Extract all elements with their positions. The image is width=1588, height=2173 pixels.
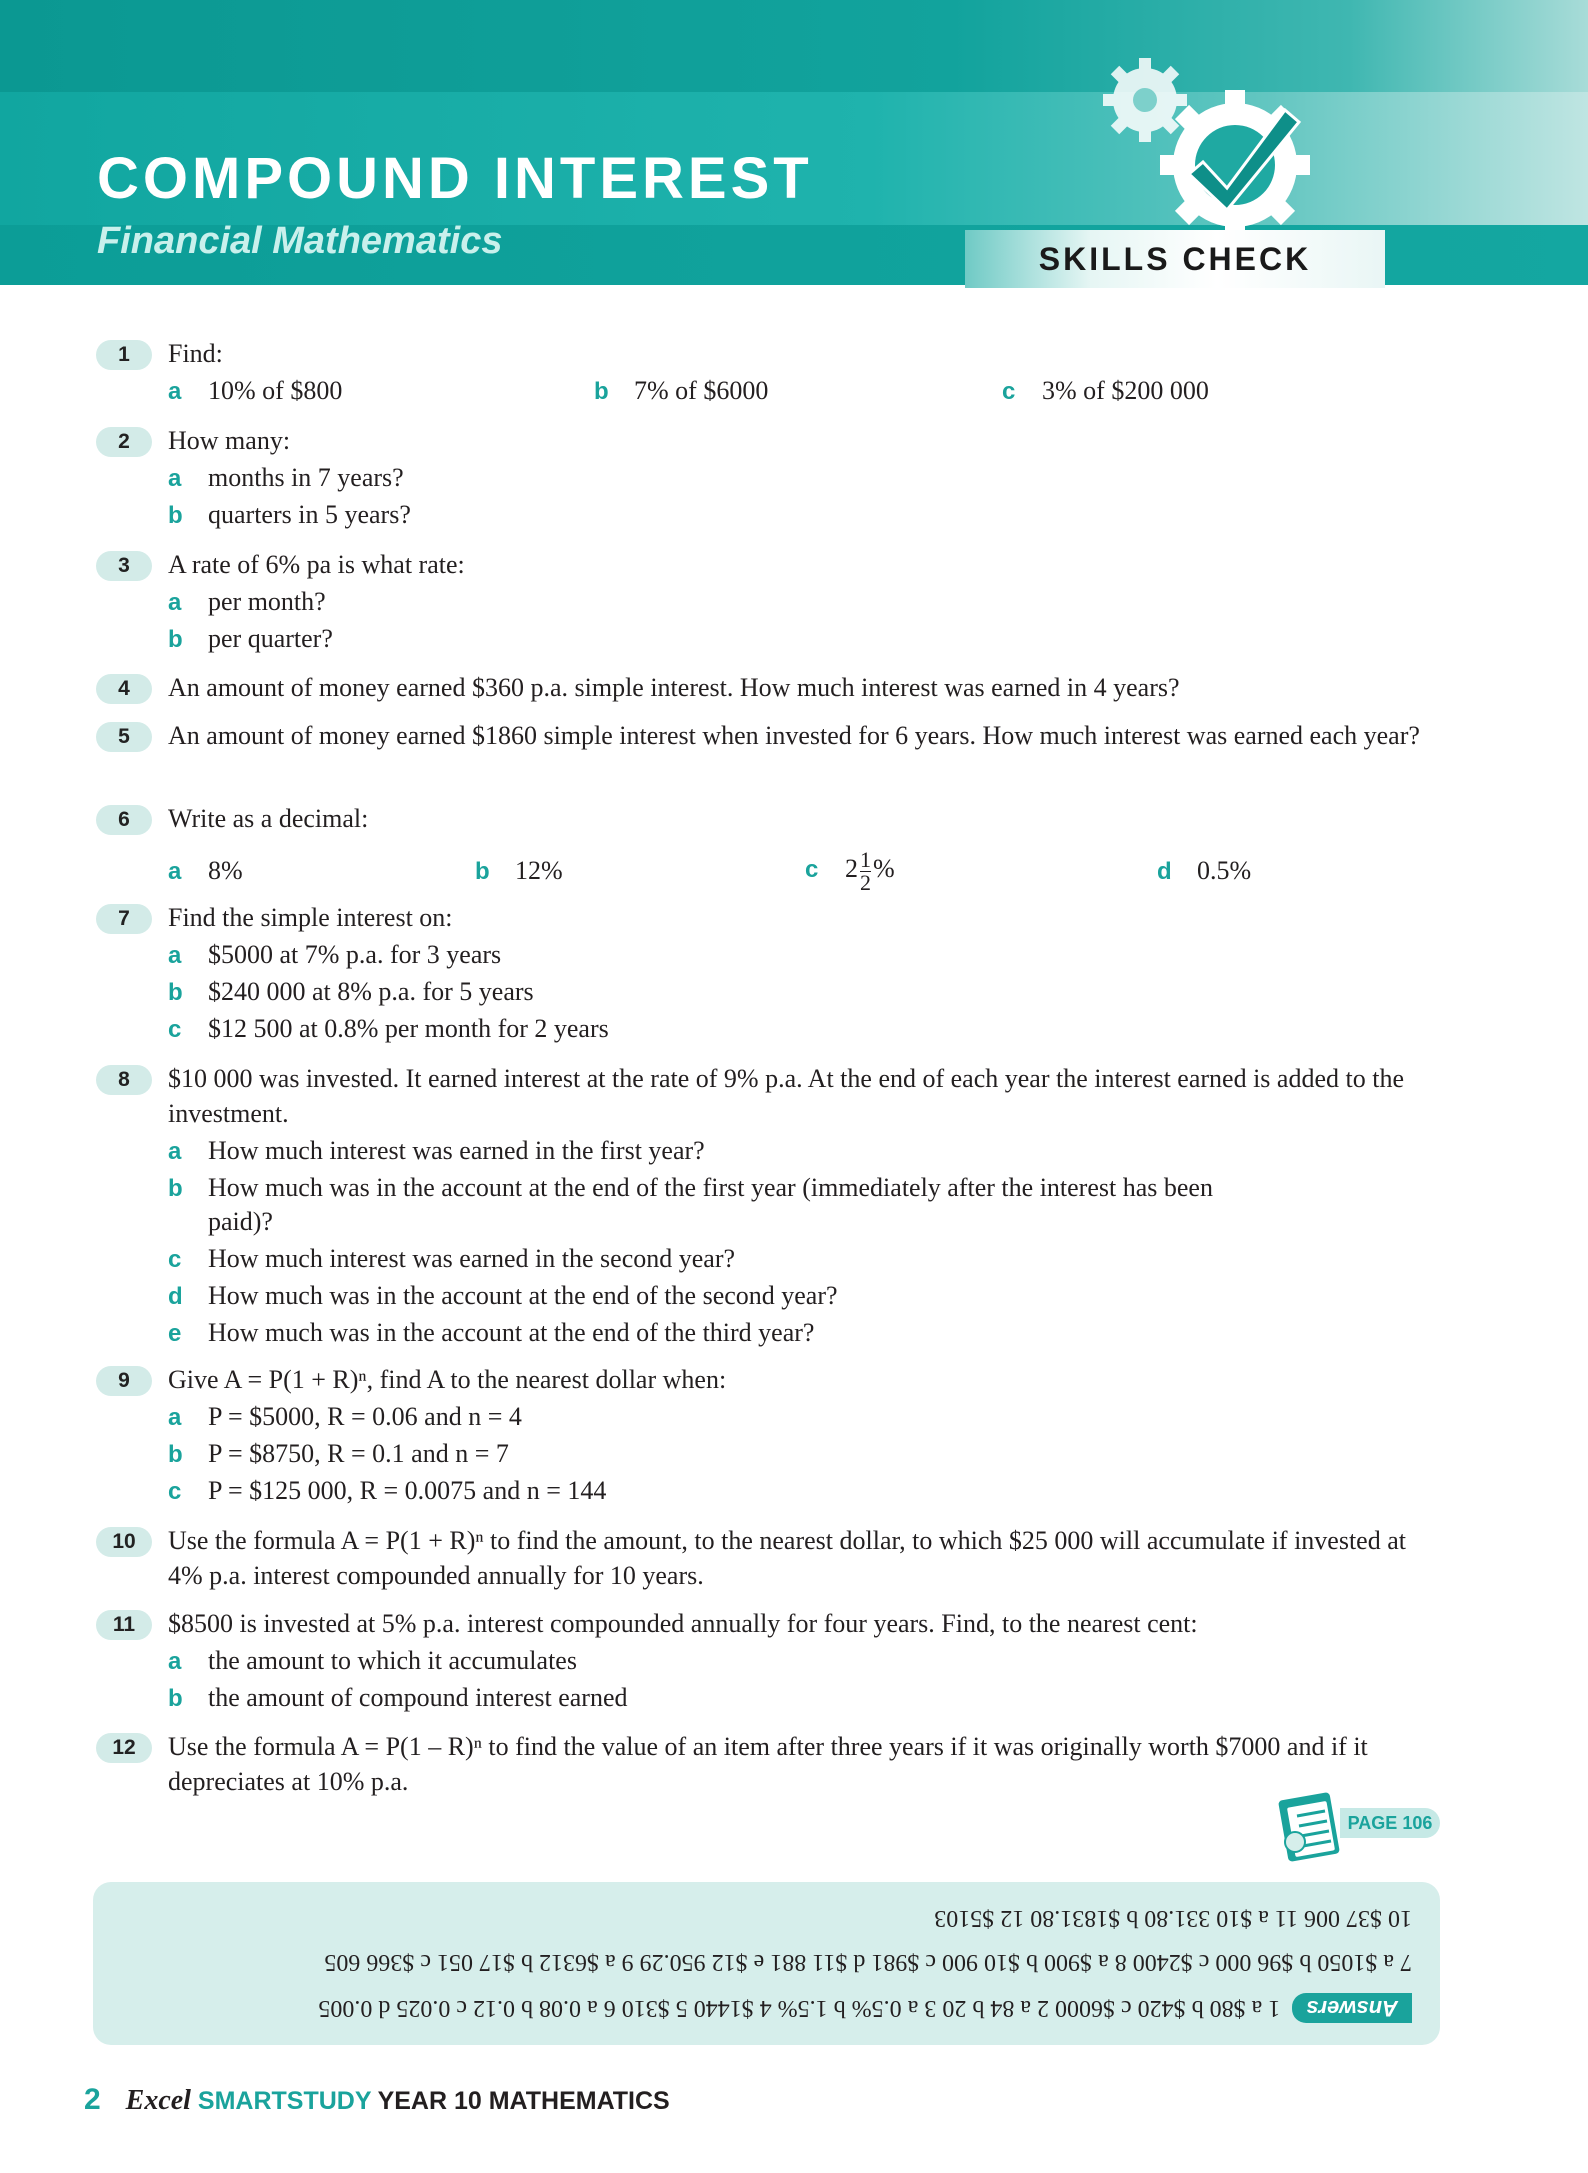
question-part: b 7% of $6000 [594,376,769,405]
question-number: 8 [96,1065,152,1095]
answers-line-1: Answers1 a $80 b $420 c $6000 2 a 84 b 20 3 a 0.5% b 1.5% 4 $1440 5 $310 6 a 0.08 b 0.12 c 0.025 d 0.005 [318,1993,1412,2023]
question-text: Use the formula A = P(1 + R)ⁿ to find the amount, to the nearest dollar, to which $25 000 will accumulate if invested at 4% p.a. interest compounded annually for 10 years. [168,1526,1406,1590]
question-part: c How much interest was earned in the second year? [168,1244,736,1273]
question-part: a P = $5000, R = 0.06 and n = 4 [168,1402,522,1431]
answers-rotated [93,1882,1440,2045]
page-header [0,0,1588,285]
question-text: An amount of money earned $360 p.a. simple interest. How much interest was earned in 4 years? [168,673,1180,702]
page-subtitle: Financial Mathematics [97,220,503,262]
question-part: a 10% of $800 [168,376,343,405]
question-part: a the amount to which it accumulates [168,1646,577,1675]
question-text: $8500 is invested at 5% p.a. interest compounded annually for four years. Find, to the nearest cent: [168,1609,1198,1638]
question-number: 3 [96,551,152,581]
question-text: Find: [168,339,223,368]
question-part: b quarters in 5 years? [168,500,411,529]
question-number: 4 [96,674,152,704]
question-text: A rate of 6% pa is what rate: [168,550,465,579]
header-top-band [0,0,1588,92]
question-number: 9 [96,1366,152,1396]
question-number: 6 [96,805,152,835]
skills-check-label: SKILLS CHECK [1038,240,1312,277]
question-text: Find the simple interest on: [168,903,453,932]
question-part: a 8% [168,856,243,885]
question-number: 11 [96,1610,152,1640]
question-part: b 12% [475,856,563,885]
question-part: b P = $8750, R = 0.1 and n = 7 [168,1439,509,1468]
question-part: c P = $125 000, R = 0.0075 and n = 144 [168,1476,607,1505]
question-part: b $240 000 at 8% p.a. for 5 years [168,977,534,1006]
page-footer [84,2083,670,2117]
page-title: COMPOUND INTEREST [97,146,813,211]
question-part: b How much was in the account at the end of the first year (immediately after the interest has been [168,1173,1213,1202]
question-number: 7 [96,904,152,934]
question-text: $10 000 was invested. It earned interest at the rate of 9% p.a. At the end of each year the interest earned is added to the investment. [168,1064,1404,1128]
question-part: d How much was in the account at the end of the second year? [168,1281,838,1310]
question-part: c 3% of $200 000 [1002,376,1209,405]
footer-title: YEAR 10 MATHEMATICS [377,2087,670,2115]
brand-excel: Excel [125,2085,191,2116]
page-reference-label[interactable]: PAGE 106 [1340,1808,1440,1838]
question-part: b the amount of compound interest earned [168,1683,628,1712]
gear-check-icon [1085,50,1345,240]
answers-panel [93,1882,1440,2045]
skills-check-badge [965,230,1385,288]
question-part: a months in 7 years? [168,463,404,492]
question-number: 1 [96,340,152,370]
question-part: e How much was in the account at the end of the third year? [168,1318,815,1347]
question-part: a How much interest was earned in the first year? [168,1136,705,1165]
fraction-one-half: $\frac{1}{2}$ [860,846,871,895]
question-part: b per quarter? [168,624,333,653]
question-number: 5 [96,722,152,752]
question-part: c 2 $\frac{1}{2}$ % [805,846,895,895]
brand-smartstudy: SMARTSTUDY [197,2087,372,2115]
question-text: Write as a decimal: [168,804,369,833]
question-number: 12 [96,1733,152,1763]
answers-tag: Answers [1292,1993,1412,2023]
question-text: Use the formula A = P(1 – R)ⁿ to find the value of an item after three years if it was originally worth $7000 and if it depreciates at 10% p.a. [168,1732,1368,1796]
question-part-continued: paid)? [208,1207,273,1236]
question-text: An amount of money earned $1860 simple interest when invested for 6 years. How much interest was earned each year? [168,721,1420,750]
question-number: 2 [96,427,152,457]
question-part: d 0.5% [1157,856,1252,885]
question-text: How many: [168,426,291,455]
page-number: 2 [84,2083,101,2116]
question-part: a per month? [168,587,326,616]
question-part: a $5000 at 7% p.a. for 3 years [168,940,502,969]
question-text: Give A = P(1 + R)ⁿ, find A to the nearest dollar when: [168,1365,727,1394]
question-number: 10 [96,1527,152,1557]
answers-line-2: 7 a $1050 b $96 000 c $2400 8 a $900 b $10 900 c $981 d $11 881 e $12 950.29 9 a $6312 b $17 051 c $366 605 [324,1949,1412,1975]
answers-line-3: 10 $37 006 11 a $10 331.80 b $1831.80 12 $5103 [934,1905,1412,1931]
question-part: c $12 500 at 0.8% per month for 2 years [168,1014,609,1043]
